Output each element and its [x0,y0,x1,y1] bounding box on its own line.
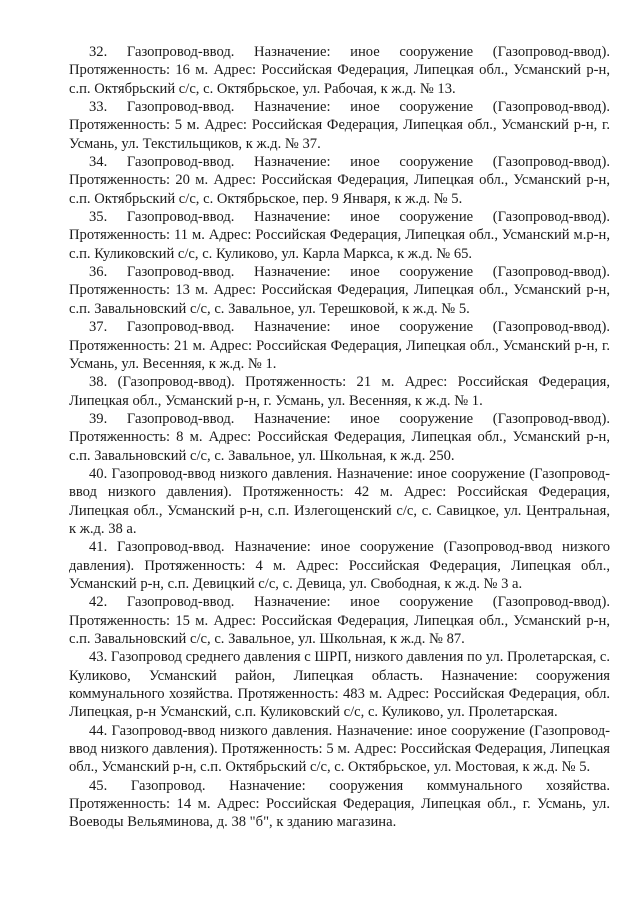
list-item-45: 45. Газопровод. Назначение: сооружения коммунального хозяйства. Протяженность: 14 м. Адрес: Российская Федерация, Липецкая обл., г. Усмань, ул. Воеводы Вельяминова, д. 38 "б", к зданию магазина. [69,777,610,831]
document-body [69,43,610,832]
list-item-41: 41. Газопровод-ввод. Назначение: иное сооружение (Газопровод-ввод низкого давления). Протяженность: 4 м. Адрес: Российская Федерация, Липецкая обл., Усманский р-н, с.п. Девицкий с/с, с. Девица, ул. Свободная, к ж.д. № 3 а. [69,539,610,592]
list-item-39: 39. Газопровод-ввод. Назначение: иное сооружение (Газопровод-ввод). Протяженность: 8 м. Адрес: Российская Федерация, Липецкая обл., Усманский р-н, с.п. Завальновский с/с, с. Завальное, ул. Школьная, к ж.д. 250. [69,410,610,464]
list-item-36: 36. Газопровод-ввод. Назначение: иное сооружение (Газопровод-ввод). Протяженность: 13 м. Адрес: Российская Федерация, Липецкая обл., Усманский р-н, с.п. Завальновский с/с, с. Завальное, ул. Терешковой, к ж.д. № 5. [69,264,610,317]
list-item-32: 32. Газопровод-ввод. Назначение: иное сооружение (Газопровод-ввод). Протяженность: 16 м. Адрес: Российская Федерация, Липецкая обл., Усманский р-н, с.п. Октябрьский с/с, с. Октябрьское, ул. Рабочая, к ж.д. № 13. [69,44,610,97]
list-item-44: 44. Газопровод-ввод низкого давления. Назначение: иное сооружение (Газопровод-ввод низкого давления). Протяженность: 5 м. Адрес: Российская Федерация, Липецкая обл., Усманский р-н, с.п. Октябрьский с/с, с. Октябрьское, ул. Мостовая, к ж.д. № 5. [69,722,610,776]
list-item-38: 38. (Газопровод-ввод). Протяженность: 21 м. Адрес: Российская Федерация, Липецкая обл., Усманский р-н, г. Усмань, ул. Весенняя, к ж.д. № 1. [69,374,610,409]
list-item-35: 35. Газопровод-ввод. Назначение: иное сооружение (Газопровод-ввод). Протяженность: 11 м. Адрес: Российская Федерация, Липецкая обл., Усманский м.р-н, с.п. Куликовский с/с, с. Куликово, ул. Карла Маркса, к ж.д. № 65. [69,209,610,262]
list-item-33: 33. Газопровод-ввод. Назначение: иное сооружение (Газопровод-ввод). Протяженность: 5 м. Адрес: Российская Федерация, Липецкая обл., Усманский р-н, г. Усмань, ул. Текстильщиков, к ж.д. № 37. [69,99,610,152]
list-item-43: 43. Газопровод среднего давления с ШРП, низкого давления по ул. Пролетарская, с. Куликово, Усманский район, Липецкая область. Назначение: сооружения коммунального хозяйства. Протяженность: 483 м. Адрес: Российская Федерация, обл. Липецкая, р-н Усманский, с.п. Куликовский с/с, с. Куликово, ул. Пролетарская. [69,649,610,721]
list-item-37: 37. Газопровод-ввод. Назначение: иное сооружение (Газопровод-ввод). Протяженность: 21 м. Адрес: Российская Федерация, Липецкая обл., Усманский р-н, г. Усмань, ул. Весенняя, к ж.д. № 1. [69,319,610,372]
list-item-42: 42. Газопровод-ввод. Назначение: иное сооружение (Газопровод-ввод). Протяженность: 15 м. Адрес: Российская Федерация, Липецкая обл., Усманский р-н, с.п. Завальновский с/с, с. Завальное, ул. Школьная, к ж.д. № 87. [69,594,610,647]
list-item-34: 34. Газопровод-ввод. Назначение: иное сооружение (Газопровод-ввод). Протяженность: 20 м. Адрес: Российская Федерация, Липецкая обл., Усманский р-н, с.п. Октябрьский с/с, с. Октябрьское, пер. 9 Января, к ж.д. № 5. [69,154,610,207]
list-item-40: 40. Газопровод-ввод низкого давления. Назначение: иное сооружение (Газопровод-ввод низкого давления). Протяженность: 42 м. Адрес: Российская Федерация, Липецкая обл., Усманский р-н, с.п. Излегощенский с/с, с. Савицкое, ул. Центральная, к ж.д. 38 а. [69,465,610,537]
